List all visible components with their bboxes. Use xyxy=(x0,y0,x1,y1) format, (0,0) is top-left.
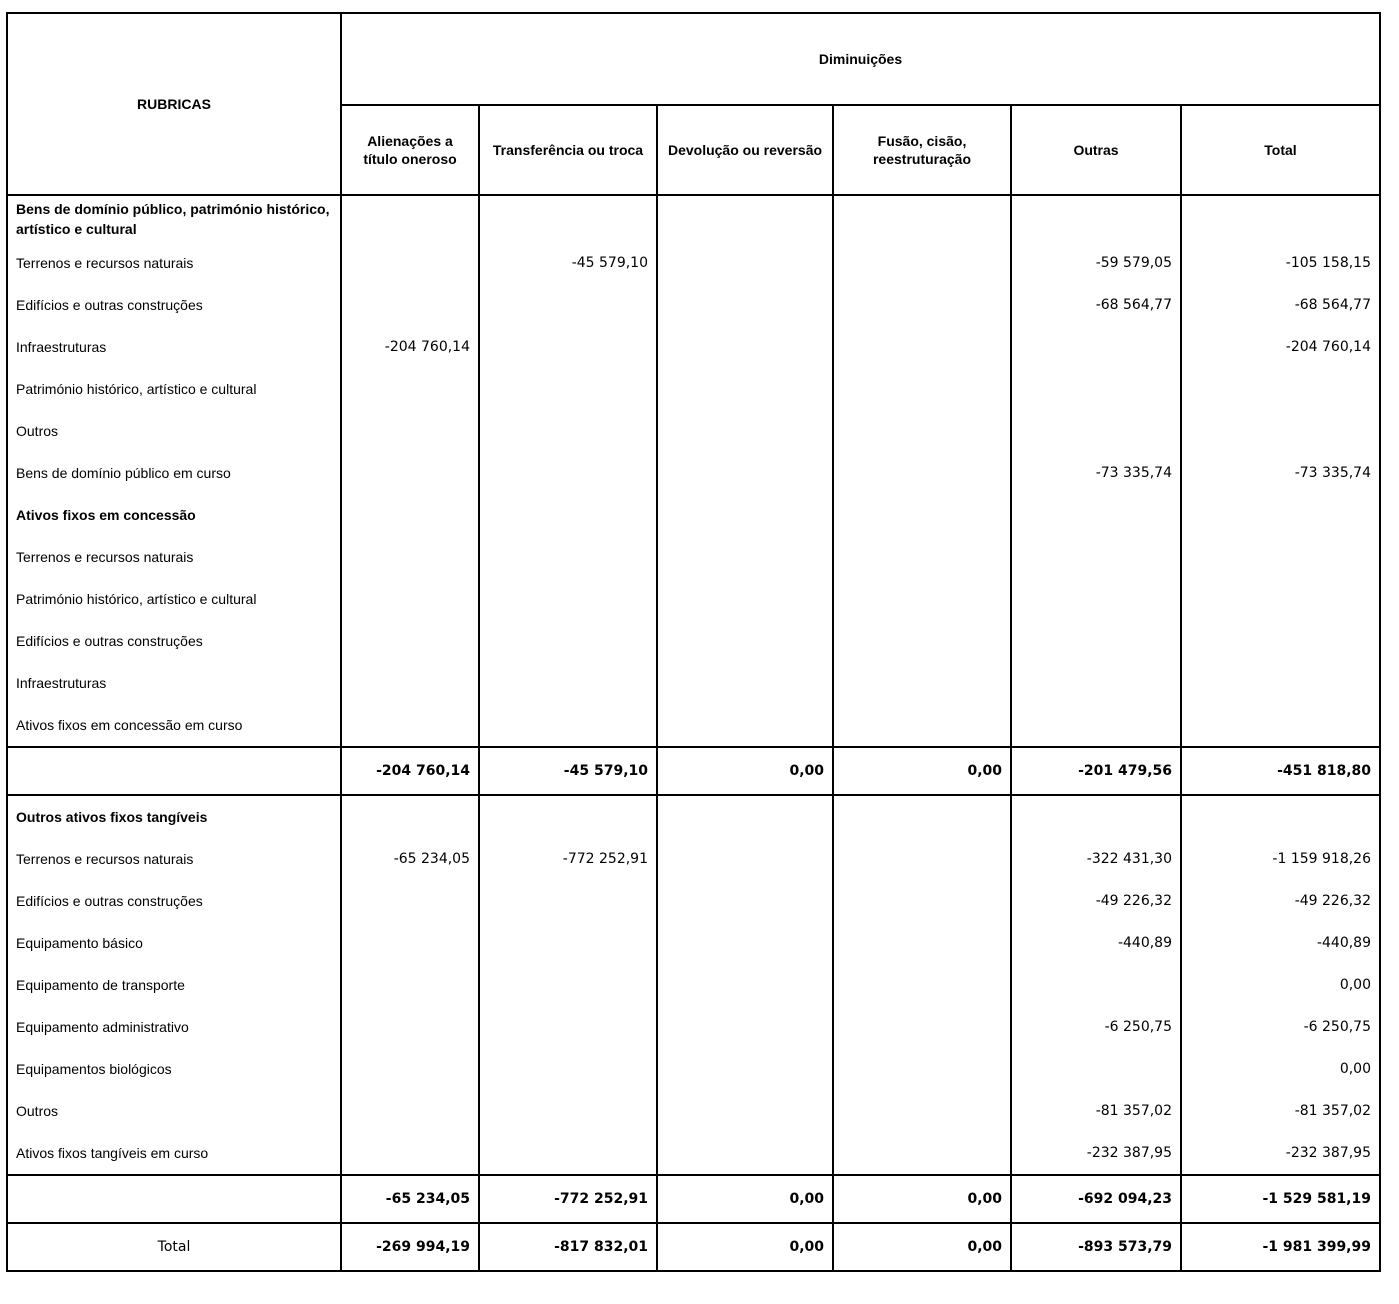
cell-total: -105 158,15 xyxy=(1181,242,1380,284)
cell-devolucao xyxy=(657,1006,833,1048)
cell-outras: -692 094,23 xyxy=(1011,1175,1181,1223)
cell-transferencia: -817 832,01 xyxy=(479,1223,657,1271)
cell-total: 0,00 xyxy=(1181,964,1380,1006)
table-row xyxy=(7,326,1380,368)
cell-fusao xyxy=(833,284,1011,326)
row-label: Terrenos e recursos naturais xyxy=(7,536,341,578)
row-label xyxy=(7,1175,341,1223)
cell-alienacoes xyxy=(341,620,479,662)
subtotal-row xyxy=(7,1175,1380,1223)
cell-outras: -440,89 xyxy=(1011,922,1181,964)
cell-transferencia xyxy=(479,1090,657,1132)
cell-outras xyxy=(1011,795,1181,838)
cell-outras xyxy=(1011,326,1181,368)
cell-transferencia: -45 579,10 xyxy=(479,747,657,795)
col-header-outras: Outras xyxy=(1011,105,1181,195)
diminuicoes-header: Diminuições xyxy=(341,13,1380,105)
row-label: Edifícios e outras construções xyxy=(7,880,341,922)
row-label: Património histórico, artístico e cultural xyxy=(7,368,341,410)
cell-devolucao xyxy=(657,1048,833,1090)
cell-transferencia xyxy=(479,1048,657,1090)
table-row xyxy=(7,838,1380,880)
cell-transferencia xyxy=(479,326,657,368)
cell-fusao xyxy=(833,578,1011,620)
cell-total xyxy=(1181,368,1380,410)
cell-alienacoes: -269 994,19 xyxy=(341,1223,479,1271)
cell-transferencia xyxy=(479,922,657,964)
col-header-alienacoes: Alienações a título oneroso xyxy=(341,105,479,195)
cell-outras xyxy=(1011,662,1181,704)
rubricas-header: RUBRICAS xyxy=(7,13,341,195)
cell-transferencia xyxy=(479,578,657,620)
cell-devolucao: 0,00 xyxy=(657,747,833,795)
cell-fusao: 0,00 xyxy=(833,1223,1011,1271)
cell-devolucao xyxy=(657,284,833,326)
cell-total xyxy=(1181,662,1380,704)
cell-devolucao xyxy=(657,662,833,704)
row-label: Outros ativos fixos tangíveis xyxy=(7,795,341,838)
table-row xyxy=(7,368,1380,410)
row-label: Património histórico, artístico e cultural xyxy=(7,578,341,620)
row-label: Outros xyxy=(7,1090,341,1132)
cell-transferencia xyxy=(479,284,657,326)
cell-alienacoes xyxy=(341,284,479,326)
cell-outras: -201 479,56 xyxy=(1011,747,1181,795)
cell-devolucao xyxy=(657,1132,833,1175)
table-row xyxy=(7,704,1380,747)
table-row xyxy=(7,1132,1380,1175)
row-label: Ativos fixos em concessão em curso xyxy=(7,704,341,747)
row-label: Infraestruturas xyxy=(7,326,341,368)
cell-fusao xyxy=(833,368,1011,410)
cell-transferencia xyxy=(479,1132,657,1175)
cell-fusao xyxy=(833,452,1011,494)
cell-devolucao xyxy=(657,494,833,536)
cell-total: -440,89 xyxy=(1181,922,1380,964)
table-body xyxy=(7,195,1380,1271)
subtotal-row xyxy=(7,747,1380,795)
cell-total: -1 981 399,99 xyxy=(1181,1223,1380,1271)
table-row xyxy=(7,1006,1380,1048)
row-label: Ativos fixos tangíveis em curso xyxy=(7,1132,341,1175)
cell-alienacoes: -65 234,05 xyxy=(341,1175,479,1223)
diminuicoes-table xyxy=(6,12,1381,1272)
cell-total xyxy=(1181,410,1380,452)
row-label: Equipamentos biológicos xyxy=(7,1048,341,1090)
cell-fusao xyxy=(833,1132,1011,1175)
cell-fusao xyxy=(833,704,1011,747)
cell-alienacoes xyxy=(341,1090,479,1132)
cell-fusao xyxy=(833,964,1011,1006)
cell-total xyxy=(1181,195,1380,242)
cell-total: -1 159 918,26 xyxy=(1181,838,1380,880)
cell-alienacoes xyxy=(341,494,479,536)
cell-fusao xyxy=(833,242,1011,284)
cell-fusao xyxy=(833,326,1011,368)
cell-fusao xyxy=(833,795,1011,838)
cell-devolucao xyxy=(657,368,833,410)
cell-alienacoes xyxy=(341,242,479,284)
table-row xyxy=(7,536,1380,578)
cell-fusao xyxy=(833,922,1011,964)
row-label: Equipamento básico xyxy=(7,922,341,964)
table-row xyxy=(7,1048,1380,1090)
cell-outras: -6 250,75 xyxy=(1011,1006,1181,1048)
cell-total: -68 564,77 xyxy=(1181,284,1380,326)
cell-fusao xyxy=(833,1048,1011,1090)
cell-outras: -49 226,32 xyxy=(1011,880,1181,922)
cell-devolucao xyxy=(657,195,833,242)
cell-transferencia xyxy=(479,880,657,922)
cell-fusao: 0,00 xyxy=(833,1175,1011,1223)
cell-transferencia: -45 579,10 xyxy=(479,242,657,284)
section-title-row xyxy=(7,494,1380,536)
cell-outras xyxy=(1011,578,1181,620)
cell-devolucao xyxy=(657,578,833,620)
table-row xyxy=(7,452,1380,494)
cell-transferencia xyxy=(479,1006,657,1048)
cell-alienacoes xyxy=(341,368,479,410)
cell-total xyxy=(1181,578,1380,620)
col-header-devolucao: Devolução ou reversão xyxy=(657,105,833,195)
table-row xyxy=(7,620,1380,662)
row-label: Infraestruturas xyxy=(7,662,341,704)
cell-devolucao xyxy=(657,410,833,452)
table-row xyxy=(7,284,1380,326)
cell-alienacoes: -65 234,05 xyxy=(341,838,479,880)
cell-fusao xyxy=(833,1006,1011,1048)
cell-alienacoes xyxy=(341,880,479,922)
row-label: Equipamento administrativo xyxy=(7,1006,341,1048)
table-row xyxy=(7,410,1380,452)
cell-total: -204 760,14 xyxy=(1181,326,1380,368)
cell-fusao xyxy=(833,620,1011,662)
cell-alienacoes: -204 760,14 xyxy=(341,747,479,795)
cell-devolucao xyxy=(657,704,833,747)
cell-devolucao xyxy=(657,795,833,838)
cell-transferencia xyxy=(479,452,657,494)
cell-alienacoes xyxy=(341,964,479,1006)
table-row xyxy=(7,880,1380,922)
cell-alienacoes xyxy=(341,410,479,452)
cell-total: -49 226,32 xyxy=(1181,880,1380,922)
cell-alienacoes xyxy=(341,1132,479,1175)
cell-total: 0,00 xyxy=(1181,1048,1380,1090)
row-label: Bens de domínio público, património histórico, artístico e cultural xyxy=(7,195,341,242)
table-row xyxy=(7,1090,1380,1132)
cell-fusao xyxy=(833,838,1011,880)
table-row xyxy=(7,964,1380,1006)
cell-outras xyxy=(1011,964,1181,1006)
cell-transferencia xyxy=(479,368,657,410)
table-row xyxy=(7,578,1380,620)
cell-transferencia: -772 252,91 xyxy=(479,838,657,880)
cell-alienacoes xyxy=(341,536,479,578)
cell-transferencia xyxy=(479,536,657,578)
cell-transferencia xyxy=(479,964,657,1006)
row-label: Outros xyxy=(7,410,341,452)
cell-alienacoes xyxy=(341,795,479,838)
cell-devolucao xyxy=(657,242,833,284)
cell-devolucao xyxy=(657,326,833,368)
cell-transferencia xyxy=(479,494,657,536)
row-label: Terrenos e recursos naturais xyxy=(7,242,341,284)
cell-outras: -893 573,79 xyxy=(1011,1223,1181,1271)
cell-outras xyxy=(1011,1048,1181,1090)
cell-outras xyxy=(1011,410,1181,452)
cell-devolucao xyxy=(657,620,833,662)
cell-alienacoes xyxy=(341,195,479,242)
cell-outras: -59 579,05 xyxy=(1011,242,1181,284)
cell-total xyxy=(1181,536,1380,578)
cell-devolucao: 0,00 xyxy=(657,1223,833,1271)
cell-outras xyxy=(1011,368,1181,410)
cell-fusao xyxy=(833,1090,1011,1132)
cell-devolucao xyxy=(657,452,833,494)
cell-outras xyxy=(1011,704,1181,747)
cell-outras xyxy=(1011,620,1181,662)
cell-alienacoes xyxy=(341,662,479,704)
row-label: Total xyxy=(7,1223,341,1271)
col-header-transferencia: Transferência ou troca xyxy=(479,105,657,195)
row-label: Equipamento de transporte xyxy=(7,964,341,1006)
row-label: Terrenos e recursos naturais xyxy=(7,838,341,880)
cell-alienacoes xyxy=(341,1048,479,1090)
cell-transferencia xyxy=(479,410,657,452)
cell-devolucao xyxy=(657,536,833,578)
cell-total: -6 250,75 xyxy=(1181,1006,1380,1048)
cell-devolucao xyxy=(657,838,833,880)
cell-alienacoes xyxy=(341,704,479,747)
col-header-fusao: Fusão, cisão, reestruturação xyxy=(833,105,1011,195)
cell-alienacoes xyxy=(341,1006,479,1048)
cell-alienacoes xyxy=(341,922,479,964)
cell-fusao xyxy=(833,410,1011,452)
table-row xyxy=(7,242,1380,284)
cell-alienacoes xyxy=(341,452,479,494)
cell-outras: -68 564,77 xyxy=(1011,284,1181,326)
row-label: Edifícios e outras construções xyxy=(7,620,341,662)
section-title-row xyxy=(7,195,1380,242)
row-label: Ativos fixos em concessão xyxy=(7,494,341,536)
cell-total xyxy=(1181,704,1380,747)
total-row xyxy=(7,1223,1380,1271)
cell-fusao xyxy=(833,494,1011,536)
cell-outras: -322 431,30 xyxy=(1011,838,1181,880)
cell-total: -73 335,74 xyxy=(1181,452,1380,494)
cell-transferencia xyxy=(479,662,657,704)
cell-outras xyxy=(1011,536,1181,578)
cell-devolucao xyxy=(657,1090,833,1132)
cell-fusao xyxy=(833,195,1011,242)
section-title-row xyxy=(7,795,1380,838)
cell-fusao xyxy=(833,880,1011,922)
cell-alienacoes xyxy=(341,578,479,620)
cell-transferencia xyxy=(479,795,657,838)
cell-outras xyxy=(1011,195,1181,242)
cell-transferencia: -772 252,91 xyxy=(479,1175,657,1223)
cell-devolucao xyxy=(657,922,833,964)
cell-devolucao xyxy=(657,964,833,1006)
col-header-total: Total xyxy=(1181,105,1380,195)
cell-transferencia xyxy=(479,704,657,747)
cell-fusao xyxy=(833,662,1011,704)
cell-total: -451 818,80 xyxy=(1181,747,1380,795)
cell-total: -232 387,95 xyxy=(1181,1132,1380,1175)
cell-total: -1 529 581,19 xyxy=(1181,1175,1380,1223)
cell-fusao: 0,00 xyxy=(833,747,1011,795)
row-label: Edifícios e outras construções xyxy=(7,284,341,326)
cell-total xyxy=(1181,795,1380,838)
table-row xyxy=(7,662,1380,704)
cell-alienacoes: -204 760,14 xyxy=(341,326,479,368)
cell-outras: -81 357,02 xyxy=(1011,1090,1181,1132)
cell-outras: -73 335,74 xyxy=(1011,452,1181,494)
table-row xyxy=(7,922,1380,964)
cell-total: -81 357,02 xyxy=(1181,1090,1380,1132)
cell-total xyxy=(1181,620,1380,662)
row-label xyxy=(7,747,341,795)
cell-transferencia xyxy=(479,620,657,662)
row-label: Bens de domínio público em curso xyxy=(7,452,341,494)
cell-total xyxy=(1181,494,1380,536)
cell-devolucao: 0,00 xyxy=(657,1175,833,1223)
cell-outras: -232 387,95 xyxy=(1011,1132,1181,1175)
cell-fusao xyxy=(833,536,1011,578)
cell-devolucao xyxy=(657,880,833,922)
cell-outras xyxy=(1011,494,1181,536)
cell-transferencia xyxy=(479,195,657,242)
